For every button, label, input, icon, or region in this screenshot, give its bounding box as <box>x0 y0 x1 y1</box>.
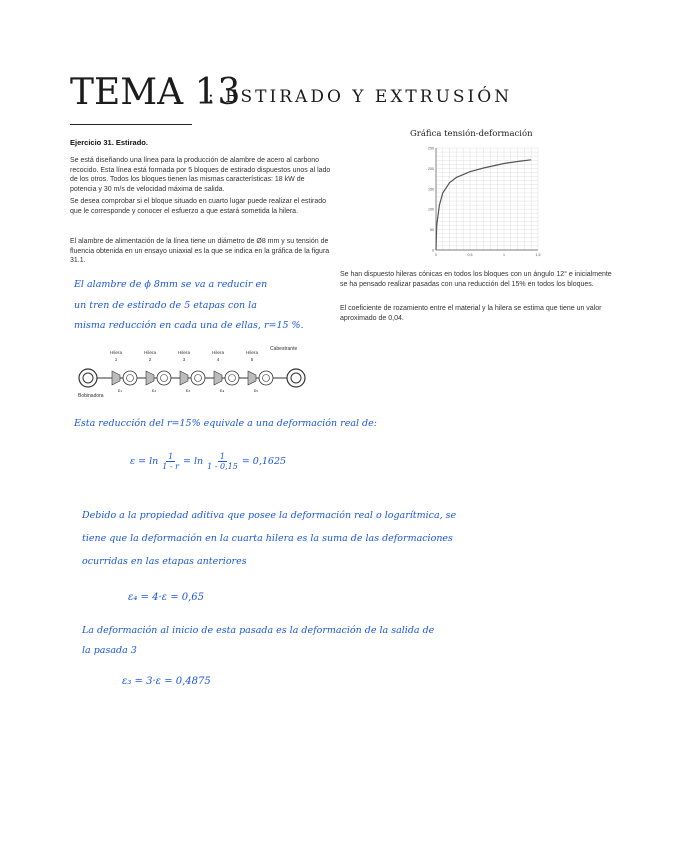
drum <box>157 371 171 385</box>
strain-label: ε₃ <box>185 388 191 394</box>
note-line-1: El alambre de ϕ 8mm se va a reducir en <box>74 279 268 290</box>
chart-y-tick-label: 150 <box>428 187 434 192</box>
equation-eps3: ε₃ = 3·ε = 0,4875 <box>122 676 211 687</box>
stress-strain-chart <box>418 142 542 262</box>
strain-label: ε₂ <box>151 388 157 394</box>
exercise-paragraph-1: Se está diseñando una línea para la producción de alambre de acero al carbono recocido. Esta línea está formada por 5 bloques de estirado dispuestos unos al lado de los otros. Todos los bloques tienen las mismas características: 18 kW de potencia y 30 m/s de velocidad máxima de salida. <box>70 157 331 193</box>
note-line-3: misma reducción en cada una de ellas, r=15 %. <box>74 320 304 331</box>
hilera-number: 4 <box>216 357 220 362</box>
hilera-label: Hilera <box>212 350 224 355</box>
formula-f2-num: 1 <box>219 452 225 461</box>
formula-lhs: ε = ln <box>130 456 159 467</box>
formula-fraction-2 <box>207 452 238 471</box>
hilera-number: 1 <box>114 357 118 362</box>
chart-axes <box>436 148 538 250</box>
cabestrante-reel <box>287 369 305 387</box>
die-hilera <box>180 371 188 385</box>
die-hilera <box>112 371 120 385</box>
hilera-label: Hilera <box>246 350 258 355</box>
exercise-paragraph-2: Se desea comprobar si el bloque situado en cuarto lugar puede realizar el estirado que le corresponde y conocer el esfuerzo a que estará sometida la hilera. <box>70 198 327 215</box>
chart-x-tick-label: 1 <box>503 253 505 257</box>
formula-mid: = ln <box>182 456 204 467</box>
formula-f2-den: 1 - 0,15 <box>207 462 238 471</box>
die-hilera <box>248 371 256 385</box>
hilera-number: 3 <box>182 357 186 362</box>
drawing-block <box>110 350 137 394</box>
chart-y-tick-label: 100 <box>428 207 434 212</box>
chart-x-tick-label: 0 <box>435 253 437 257</box>
drawing-block <box>178 350 205 394</box>
hilera-number: 5 <box>250 357 254 362</box>
note-line-8: La deformación al inicio de esta pasada es la deformación de la salida de <box>82 625 435 636</box>
die-hilera <box>146 371 154 385</box>
formula-f1-den: 1 - r <box>162 462 179 471</box>
chart-x-ticks <box>435 253 541 257</box>
formula-fraction-1 <box>162 452 179 471</box>
exercise-paragraph-5: El coeficiente de rozamiento entre el material y la hilera se estima que tiene un valor aproximado de 0,04. <box>340 305 602 322</box>
wire-drawing-diagram <box>74 342 314 400</box>
die-hilera <box>214 371 222 385</box>
strain-label: ε₅ <box>253 388 259 394</box>
note-line-4: Esta reducción del r=15% equivale a una deformación real de: <box>74 418 377 429</box>
strain-label: ε₄ <box>219 388 225 394</box>
reduction-formula <box>130 452 286 471</box>
formula-f1-num: 1 <box>168 452 174 461</box>
title-underline <box>70 124 192 125</box>
drum <box>259 371 273 385</box>
equation-eps4: ε₄ = 4·ε = 0,65 <box>128 592 205 603</box>
note-line-7: ocurridas en las etapas anteriores <box>82 556 247 567</box>
chart-y-tick-label: 50 <box>430 228 434 233</box>
chart-y-tick-label: 250 <box>428 146 434 151</box>
chart-x-tick-label: 1,5 <box>535 253 541 257</box>
chart-y-ticks <box>428 147 434 253</box>
formula-result: = 0,1625 <box>241 456 287 467</box>
exercise-heading: Ejercicio 31. Estirado. <box>70 138 148 147</box>
bobinadora-reel <box>79 369 97 387</box>
drum <box>123 371 137 385</box>
page-title-subtitle: : ESTIRADO Y EXTRUSIÓN <box>208 87 513 107</box>
note-line-5: Debido a la propiedad aditiva que posee la deformación real o logarítmica, se <box>82 510 457 521</box>
cabestrante-label: Cabestrante <box>270 346 298 352</box>
page-title-main: TEMA 13 <box>70 72 241 113</box>
chart-grid <box>436 148 538 250</box>
note-line-2: un tren de estirado de 5 etapas con la <box>74 300 257 311</box>
chart-title: Gráfica tensión-deformación <box>410 129 533 139</box>
drawing-block <box>144 350 171 394</box>
chart-y-tick-label: 0 <box>432 248 434 253</box>
bobinadora-label: Bobinadora <box>78 393 104 399</box>
drawing-block <box>212 350 239 394</box>
chart-y-tick-label: 200 <box>428 166 434 171</box>
drum <box>191 371 205 385</box>
hilera-number: 2 <box>148 357 152 362</box>
hilera-label: Hilera <box>178 350 190 355</box>
strain-label: ε₁ <box>117 388 123 394</box>
note-line-6: tiene que la deformación en la cuarta hilera es la suma de las deformaciones <box>82 533 453 544</box>
exercise-paragraph-3: El alambre de alimentación de la línea tiene un diámetro de Ø8 mm y su tensión de fluencia obtenida en un ensayo uniaxial es la que se indica en la gráfica de la figura 31.1. <box>70 238 330 264</box>
drum <box>225 371 239 385</box>
hilera-label: Hilera <box>110 350 122 355</box>
chart-x-tick-label: 0,5 <box>467 253 473 257</box>
exercise-paragraph-4: Se han dispuesto hileras cónicas en todos los bloques con un ángulo 12° e inicialmente se ha pensado realizar pasadas con una reducción del 15% en todos los bloques. <box>340 271 612 288</box>
drawing-block <box>246 350 273 394</box>
hilera-label: Hilera <box>144 350 156 355</box>
note-line-9: la pasada 3 <box>82 645 137 656</box>
